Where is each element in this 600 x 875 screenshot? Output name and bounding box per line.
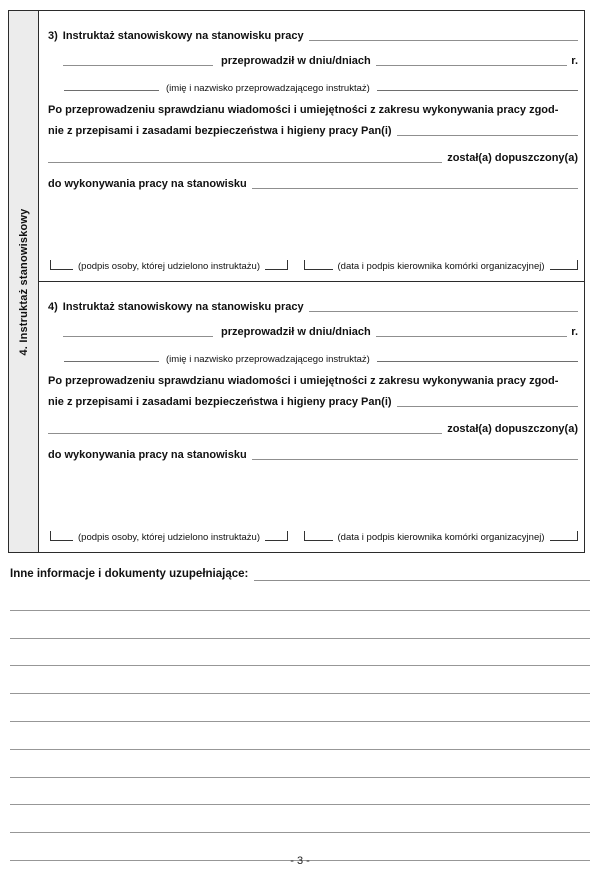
ruled-line (10, 722, 590, 750)
year-suffix: r. (571, 55, 578, 67)
signature-bracket (550, 531, 579, 541)
position-line-label: Instruktaż stanowiskowy na stanowisku pracy (62, 30, 304, 42)
admitted-label: został(a) dopuszczony(a) (447, 423, 578, 435)
signature-row (48, 260, 578, 270)
exam-paragraph-text: Po przeprowadzeniu sprawdzianu wiadomości i umiejętności z zakresu wykonywania pracy zgod- (48, 375, 559, 387)
trainee-signature-caption: (podpis osoby, której udzielono instruktażu) (78, 261, 261, 272)
entry-number: 4) (48, 301, 58, 313)
date-line-label: przeprowadził w dniu/dniach (221, 326, 371, 338)
work-position-line (48, 448, 578, 463)
manager-signature-caption: (data i podpis kierownika komórki organizacyjnej) (337, 261, 545, 272)
blank-line (397, 406, 578, 407)
blank-line (376, 65, 568, 66)
ruled-line (10, 778, 590, 806)
trainee-signature-area (50, 260, 288, 270)
trainee-signature-area (50, 531, 288, 541)
caption-rule (377, 90, 578, 91)
vertical-section-strip (9, 11, 39, 552)
other-info-heading: Inne informacje i dokumenty uzupełniające: (10, 568, 249, 580)
caption-rule (64, 90, 159, 91)
signature-bracket (265, 531, 288, 541)
ruled-line (10, 750, 590, 778)
blank-line (252, 188, 578, 189)
ruled-line (10, 639, 590, 667)
position-line-label: Instruktaż stanowiskowy na stanowisku pracy (62, 301, 304, 313)
blank-line (254, 580, 590, 581)
signature-bracket (265, 260, 288, 270)
manager-signature-caption: (data i podpis kierownika komórki organizacyjnej) (337, 532, 545, 543)
ruled-line (10, 666, 590, 694)
blank-line (397, 135, 578, 136)
blank-line (63, 65, 213, 66)
instructor-caption: (imię i nazwisko przeprowadzającego instruktaż) (166, 83, 370, 94)
work-position-line (48, 177, 578, 192)
instruction-entry-3 (39, 11, 584, 281)
ruled-line (10, 583, 590, 611)
instructor-caption-row (48, 353, 578, 366)
admitted-line (48, 151, 578, 166)
instructor-caption-row (48, 82, 578, 95)
signature-row (48, 531, 578, 541)
admitted-label: został(a) dopuszczony(a) (447, 152, 578, 164)
instruction-entry-4 (39, 281, 584, 552)
date-line-label: przeprowadził w dniu/dniach (221, 55, 371, 67)
signature-bracket (550, 260, 579, 270)
signature-bracket (304, 531, 333, 541)
manager-signature-area (304, 531, 578, 541)
blank-line (48, 162, 442, 163)
page-number: - 3 - (290, 855, 310, 867)
ruled-line (10, 805, 590, 833)
admitted-line (48, 422, 578, 437)
exam-paragraph-text: nie z przepisami i zasadami bezpieczeństwa i higieny pracy Pan(i) (48, 396, 392, 408)
exam-paragraph-line1 (48, 374, 578, 389)
year-suffix: r. (571, 326, 578, 338)
blank-line (309, 40, 578, 41)
work-position-label: do wykonywania pracy na stanowisku (48, 449, 247, 461)
vertical-section-label: 4. Instruktaż stanowiskowy (17, 207, 30, 356)
blank-line (48, 433, 442, 434)
notes-ruled-lines (10, 583, 590, 861)
manager-signature-area (304, 260, 578, 270)
position-line (48, 29, 578, 44)
blank-line (309, 311, 578, 312)
instructor-caption: (imię i nazwisko przeprowadzającego instruktaż) (166, 354, 370, 365)
other-info-heading-row (10, 566, 590, 583)
work-position-label: do wykonywania pracy na stanowisku (48, 178, 247, 190)
position-line (48, 300, 578, 315)
signature-bracket (50, 531, 73, 541)
box-content (39, 11, 584, 552)
exam-paragraph-text: nie z przepisami i zasadami bezpieczeństwa i higieny pracy Pan(i) (48, 125, 392, 137)
date-line (48, 325, 578, 340)
ruled-line (10, 611, 590, 639)
caption-rule (377, 361, 578, 362)
blank-line (63, 336, 213, 337)
trainee-signature-caption: (podpis osoby, której udzielono instruktażu) (78, 532, 261, 543)
exam-paragraph-line2 (48, 395, 578, 410)
date-line (48, 54, 578, 69)
blank-line (376, 336, 568, 337)
ruled-line (10, 694, 590, 722)
signature-bracket (50, 260, 73, 270)
blank-line (252, 459, 578, 460)
exam-paragraph-text: Po przeprowadzeniu sprawdzianu wiadomości i umiejętności z zakresu wykonywania pracy zgod- (48, 104, 559, 116)
exam-paragraph-line1 (48, 103, 578, 118)
signature-bracket (304, 260, 333, 270)
caption-rule (64, 361, 159, 362)
exam-paragraph-line2 (48, 124, 578, 139)
workplace-instruction-box (8, 10, 585, 553)
entry-number: 3) (48, 30, 58, 42)
